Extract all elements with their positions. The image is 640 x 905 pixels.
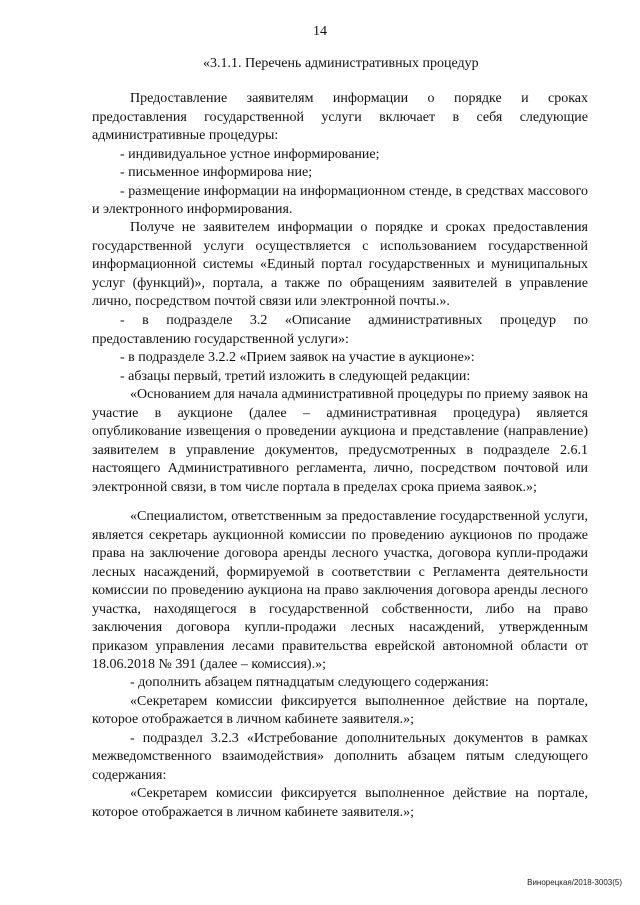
body-block-1: [92, 90, 588, 220]
body-block-6: [92, 674, 588, 822]
quoted-paragraph: «Секретарем комиссии фиксируется выполненное действие на портале, которое отображается в личном кабинете заявителя.»;: [92, 693, 588, 728]
page-number: 14: [313, 24, 327, 39]
body-block-2: [92, 219, 588, 312]
footer-reference: Винорецкая/2018-3003(5): [527, 878, 622, 887]
section-heading: «3.1.1. Перечень административных процедур: [203, 56, 479, 71]
paragraph: - в подразделе 3.2.2 «Прием заявок на участие в аукционе»:: [120, 350, 475, 366]
paragraph: - дополнить абзацем пятнадцатым следующего содержания:: [130, 675, 489, 690]
quoted-paragraph: «Основанием для начала административной процедуры по приему заявок на участие в аукционе (далее – административная процедура) является опубликование извещения о проведении аукциона и представление (направление) заявителем в управление документов, предусмотренных в подразделе 2.6.1 настоящего Административного регламента, лично, посредством почтовой или электронной связи, в том числе портала в пределах срока приема заявок.»;: [92, 387, 588, 495]
paragraph: - в подразделе 3.2 «Описание административных процедур по предоставлению государственной услуги»:: [92, 313, 588, 347]
quoted-paragraph: «Секретарем комиссии фиксируется выполненное действие на портале, которое отображается в личном кабинете заявителя.»;: [92, 786, 588, 820]
paragraph: Получе не заявителем информации о порядке и сроках предоставления государственной услуги осуществляется с использованием государственной информационной системы «Единый портал государственных и муниципальных услуг (функций)», портала, а также по обращениям заявителей в управление лично, посредством почтой связи или электронной почты.».: [92, 220, 588, 310]
list-item: - индивидуальное устное информирование;: [120, 146, 380, 162]
quoted-paragraph: «Специалистом, ответственным за предоставление государственной услуги, является секретарь аукционной комиссии по проведению аукционов по продаже права на заключение договора аренды лесного участка, договора купли-продажи лесных насаждений, формируемой в соответствии с Регламента деятельности комиссии по проведению аукциона на право заключения договора аренды лесного участка, находящегося в государственной собственности, либо на право заключения договора купли-продажи лесных насаждений, утвержденным приказом управления лесами правительства еврейской автономной области от 18.06.2018 № 391 (далее – комиссия).»;: [92, 509, 588, 673]
body-block-5: [92, 508, 588, 675]
body-block-4: [92, 386, 588, 497]
list-item: - письменное информирова ние;: [120, 165, 313, 181]
paragraph: - подраздел 3.2.3 «Истребование дополнительных документов в рамках межведомственного взаимодействия» дополнить абзацем пятым следующего содержания:: [92, 730, 588, 783]
body-block-3: [92, 312, 588, 386]
paragraph: Предоставление заявителям информации о порядке и сроках предоставления государственной услуги включает в себя следующие административные процедуры:: [92, 91, 588, 144]
paragraph: - абзацы первый, третий изложить в следующей редакции:: [120, 368, 471, 384]
list-item: - размещение информации на информационном стенде, в средствах массового и электронного информирования.: [92, 183, 588, 218]
